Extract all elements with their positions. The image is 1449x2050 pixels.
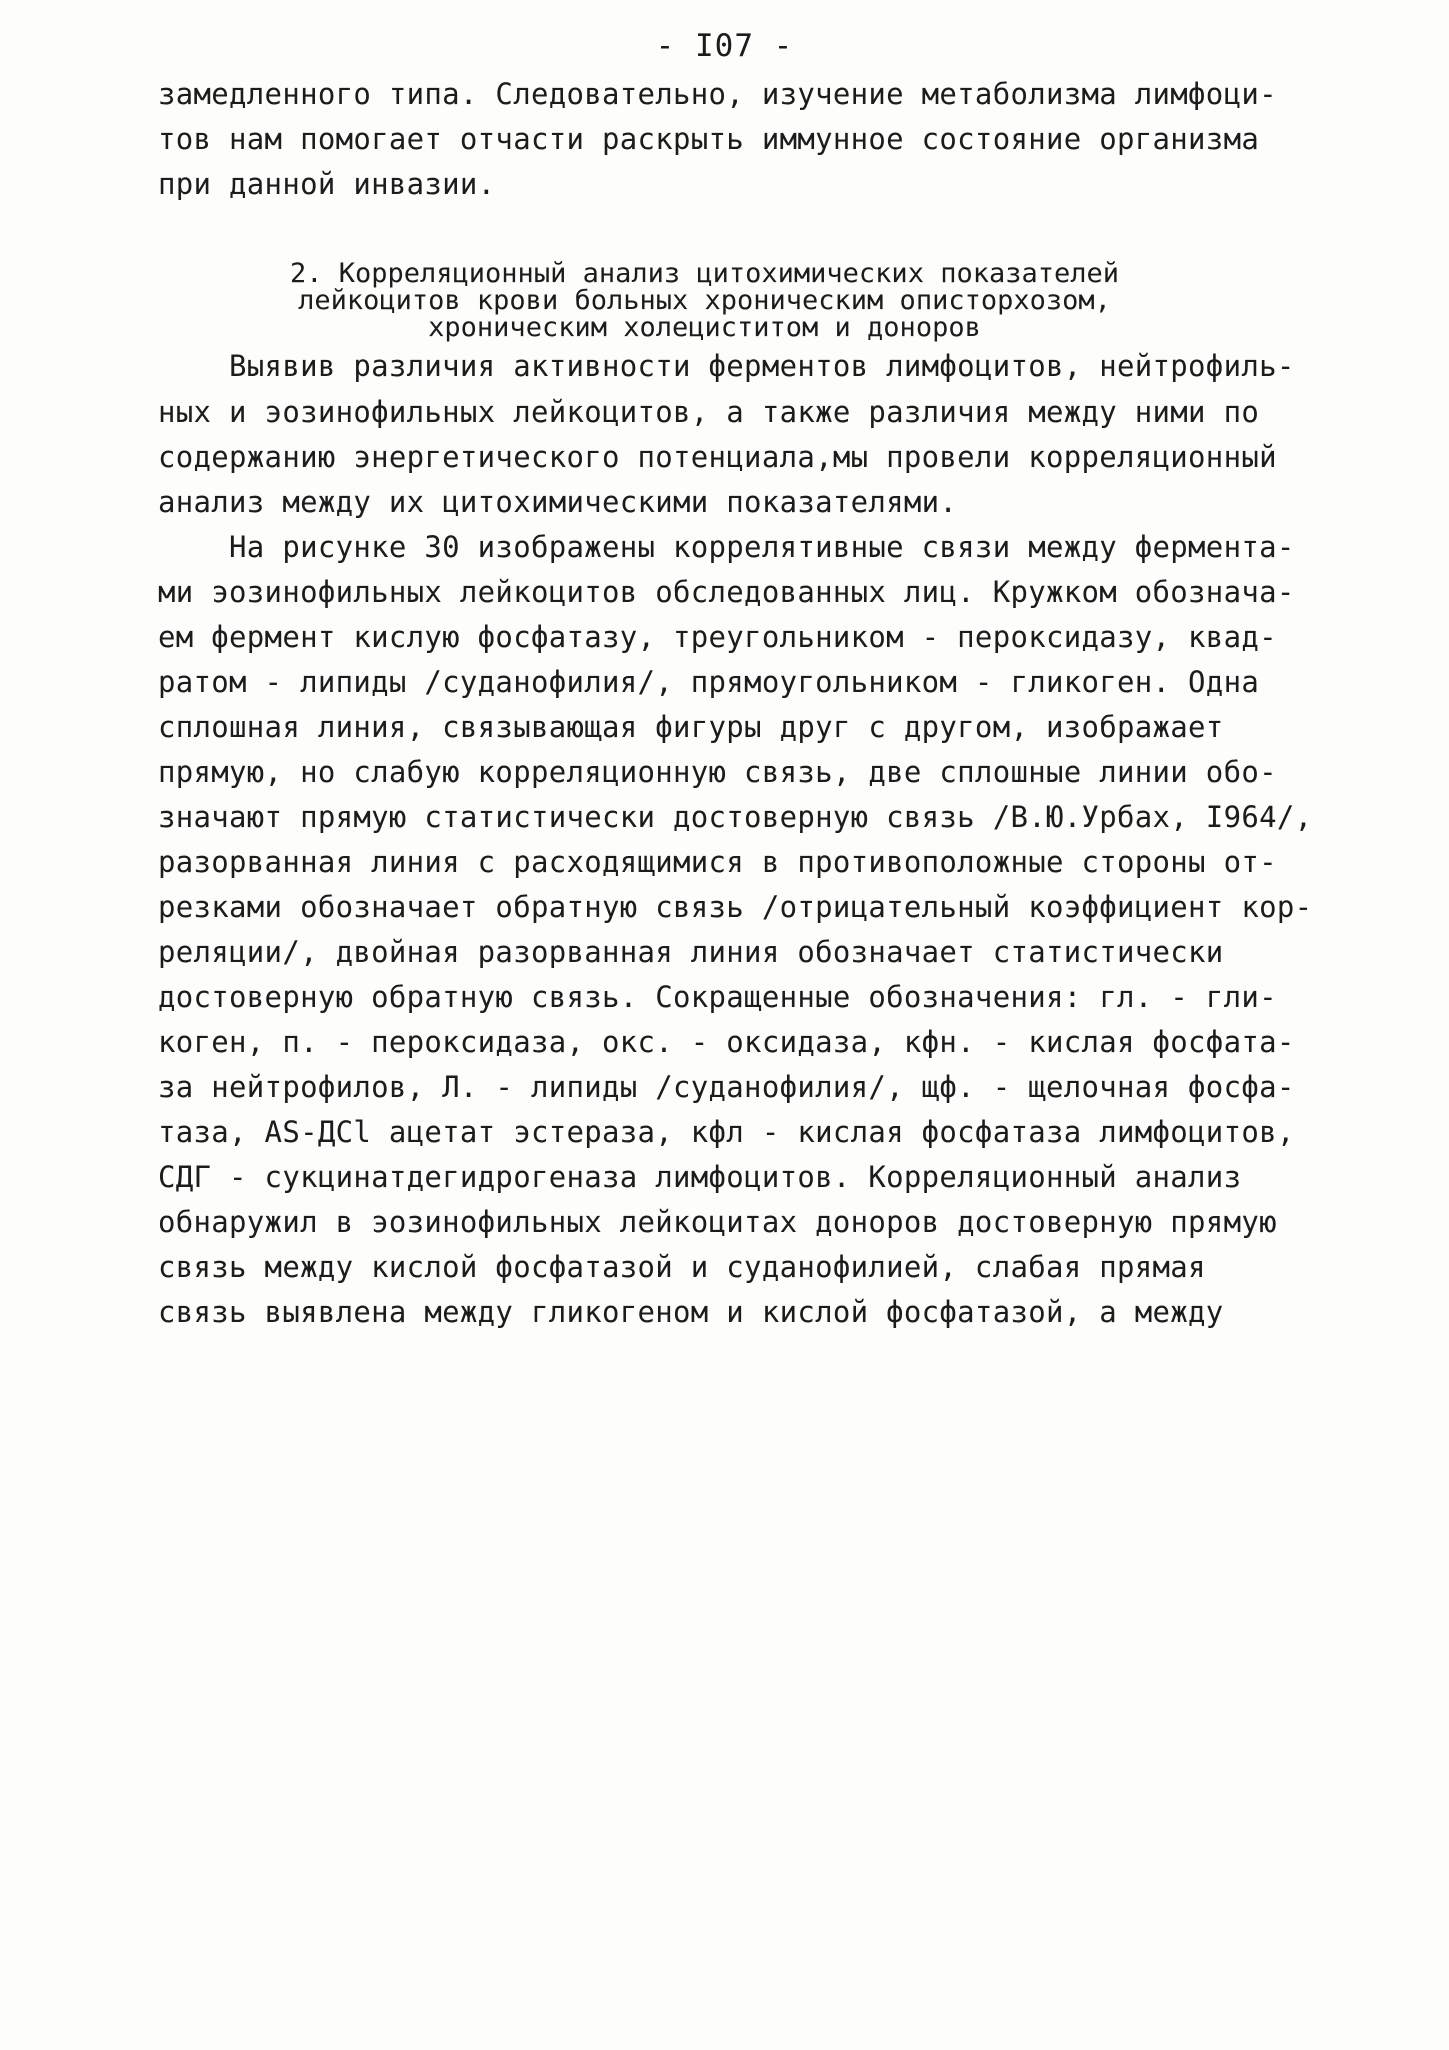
- paragraph-line: достоверную обратную связь. Сокращенные обозначения: гл. - гли-: [158, 980, 1277, 1014]
- paragraph-line: содержанию энергетического потенциала,мы провели корреляционный: [158, 440, 1277, 474]
- paragraph-line: за нейтрофилов, Л. - липиды /суданофилия/, щф. - щелочная фосфа-: [158, 1070, 1295, 1104]
- paragraph-line: ем фермент кислую фосфатазу, треугольником - пероксидазу, квад-: [158, 620, 1277, 654]
- paragraph-line: На рисунке 30 изображены коррелятивные связи между фермента-: [158, 530, 1295, 564]
- paragraph-line: ми эозинофильных лейкоцитов обследованных лиц. Кружком обознача-: [158, 575, 1295, 609]
- paragraph-line: сплошная линия, связывающая фигуры друг с другом, изображает: [158, 710, 1224, 744]
- paragraph-line: значают прямую статистически достоверную связь /В.Ю.Урбах, I964/,: [158, 800, 1313, 834]
- paragraph-line: ратом - липиды /суданофилия/, прямоугольником - гликоген. Одна: [158, 665, 1260, 699]
- paragraph-line: прямую, но слабую корреляционную связь, две сплошные линии обо-: [158, 755, 1277, 789]
- paragraph-line: резками обозначает обратную связь /отрицательный коэффициент кор-: [158, 890, 1313, 924]
- paragraph-line: Выявив различия активности ферментов лимфоцитов, нейтрофиль-: [158, 349, 1295, 383]
- intro-line: тов нам помогает отчасти раскрыть иммунное состояние организма: [158, 122, 1260, 156]
- intro-line: замедленного типа. Следовательно, изучение метаболизма лимфоци-: [158, 77, 1277, 111]
- paragraph-line: обнаружил в эозинофильных лейкоцитах доноров достоверную прямую: [158, 1205, 1277, 1239]
- paragraph-line: ных и эозинофильных лейкоцитов, а также различия между ними по: [158, 395, 1260, 429]
- paragraph-line: коген, п. - пероксидаза, окс. - оксидаза, кфн. - кислая фосфата-: [158, 1025, 1295, 1059]
- paragraph-line: связь между кислой фосфатазой и суданофилией, слабая прямая: [158, 1250, 1206, 1284]
- page-number: - I07 -: [655, 28, 794, 64]
- paragraph-line: реляции/, двойная разорванная линия обозначает статистически: [158, 935, 1224, 969]
- section-heading-line: 2. Корреляционный анализ цитохимических показателей: [289, 258, 1120, 289]
- intro-line: при данной инвазии.: [158, 167, 496, 201]
- paragraph-line: анализ между их цитохимическими показателями.: [158, 485, 958, 519]
- paragraph-line: таза, AS-ДCl ацетат эстераза, кфл - кислая фосфатаза лимфоцитов,: [158, 1115, 1295, 1149]
- paragraph-line: разорванная линия с расходящимися в противоположные стороны от-: [158, 845, 1277, 879]
- paragraph-line: СДГ - сукцинатдегидрогеназа лимфоцитов. Корреляционный анализ: [158, 1160, 1242, 1194]
- section-heading-line: лейкоцитов крови больных хроническим описторхозом,: [298, 285, 1111, 316]
- paragraph-line: связь выявлена между гликогеном и кислой фосфатазой, а между: [158, 1295, 1224, 1329]
- section-heading-line: хроническим холециститом и доноров: [428, 312, 981, 343]
